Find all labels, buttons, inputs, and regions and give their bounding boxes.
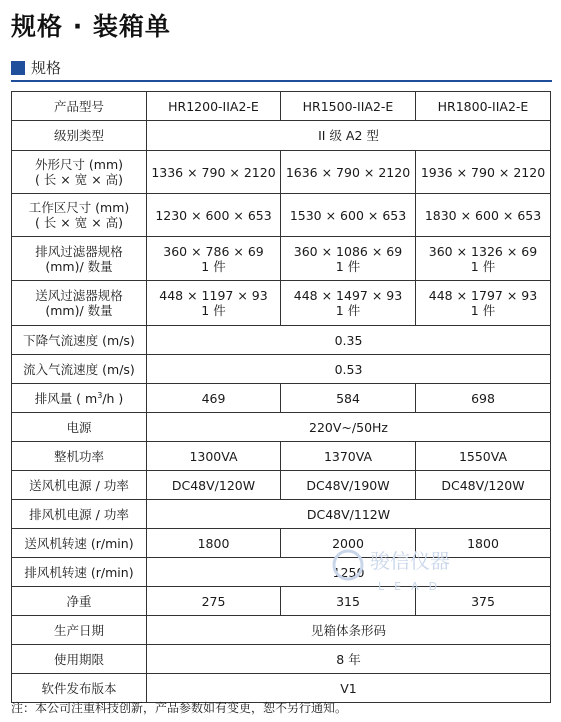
exhaust-filter-value	[416, 237, 551, 281]
row-label: 流入气流速度 (m/s)	[12, 355, 147, 384]
total-power-value: 1300VA	[147, 442, 281, 471]
supply-filter-value	[147, 281, 281, 326]
filter-qty: 1 件	[201, 303, 226, 318]
table-row-down-speed	[12, 326, 551, 355]
table-row-model	[12, 92, 551, 121]
row-label	[12, 281, 147, 326]
label-line: ( 长 × 宽 × 高)	[34, 172, 124, 187]
watermark-cn-text: 骏信仪器	[370, 549, 450, 573]
row-label: 生产日期	[12, 616, 147, 645]
section-marker	[11, 61, 25, 75]
section-title: 规格	[31, 59, 62, 77]
label-part: 排风量 ( m	[34, 390, 98, 406]
table-row-exhaust-filter	[12, 237, 551, 281]
exhaust-volume-value: 469	[147, 384, 281, 413]
footnote: 注：本公司注重科技创新，产品参数如有变更，恕不另行通知。	[11, 701, 348, 715]
row-label: 送风机转速 (r/min)	[12, 529, 147, 558]
power-source-value: 220V~/50Hz	[147, 413, 551, 442]
row-label: 软件发布版本	[12, 674, 147, 703]
filter-size: 448 × 1497 × 93	[293, 288, 403, 303]
spec-table	[11, 91, 551, 703]
page-title: 规格 · 装箱单	[11, 12, 171, 41]
total-power-value: 1370VA	[281, 442, 416, 471]
work-size-value: 1530 × 600 × 653	[281, 194, 416, 237]
supply-fan-speed-value: 1800	[147, 529, 281, 558]
supply-fan-speed-value: 2000	[281, 529, 416, 558]
filter-qty: 1 件	[335, 258, 361, 274]
outer-size-value: 1936 × 790 × 2120	[416, 151, 551, 194]
row-label: 产品型号	[12, 92, 147, 121]
production-date-value: 见箱体条形码	[147, 616, 551, 645]
supply-fan-speed-value: 1800	[416, 529, 551, 558]
filter-qty: 1 件	[201, 258, 226, 274]
table-row-exhaust-fan-power	[12, 500, 551, 529]
net-weight-value: 275	[147, 587, 281, 616]
row-label	[12, 194, 147, 237]
table-row-supply-fan-speed	[12, 529, 551, 558]
outer-size-value: 1636 × 790 × 2120	[281, 151, 416, 194]
table-row-power-source	[12, 413, 551, 442]
software-version-value: V1	[147, 674, 551, 703]
class-value: II 级 A2 型	[147, 121, 551, 151]
label-line: ( 长 × 宽 × 高)	[34, 215, 124, 230]
supply-fan-power-value: DC48V/120W	[147, 471, 281, 500]
total-power-value: 1550VA	[416, 442, 551, 471]
filter-size: 448 × 1797 × 93	[428, 288, 538, 303]
table-row-in-speed	[12, 355, 551, 384]
row-label: 整机功率	[12, 442, 147, 471]
net-weight-value: 315	[281, 587, 416, 616]
label-line: (mm)/ 数量	[45, 303, 113, 318]
model-name: HR1500-IIA2-E	[281, 92, 416, 121]
exhaust-fan-power-value: DC48V/112W	[147, 500, 551, 529]
label-line: (mm)/ 数量	[45, 258, 113, 274]
supply-fan-power-value: DC48V/120W	[416, 471, 551, 500]
label-line: 工作区尺寸 (mm)	[28, 200, 130, 215]
exhaust-fan-speed-value: 1250	[147, 558, 551, 587]
supply-fan-power-value: DC48V/190W	[281, 471, 416, 500]
watermark-en-text: LEAD	[378, 580, 448, 593]
supply-filter-value	[416, 281, 551, 326]
table-row-work-size	[12, 194, 551, 237]
down-speed-value: 0.35	[147, 326, 551, 355]
model-name: HR1200-IIA2-E	[147, 92, 281, 121]
row-label: 排风机电源 / 功率	[12, 500, 147, 529]
row-label	[12, 151, 147, 194]
outer-size-value: 1336 × 790 × 2120	[147, 151, 281, 194]
row-label: 下降气流速度 (m/s)	[12, 326, 147, 355]
label-line: 外形尺寸 (mm)	[34, 157, 124, 172]
exhaust-filter-value	[281, 237, 416, 281]
row-label: 级别类型	[12, 121, 147, 151]
supply-filter-value	[281, 281, 416, 326]
filter-qty: 1 件	[335, 303, 361, 318]
row-label	[12, 237, 147, 281]
exhaust-volume-value: 584	[281, 384, 416, 413]
label-line: 排风过滤器规格	[35, 243, 123, 259]
exhaust-volume-value: 698	[416, 384, 551, 413]
row-label: 净重	[12, 587, 147, 616]
work-size-value: 1830 × 600 × 653	[416, 194, 551, 237]
section-rule	[11, 80, 552, 82]
label-part: /h )	[102, 390, 124, 406]
filter-qty: 1 件	[470, 258, 496, 274]
row-label: 排风机转速 (r/min)	[12, 558, 147, 587]
table-row-production-date	[12, 616, 551, 645]
filter-size: 360 × 786 × 69	[163, 243, 264, 259]
row-label: 电源	[12, 413, 147, 442]
table-row-service-life	[12, 645, 551, 674]
net-weight-value: 375	[416, 587, 551, 616]
row-label: 使用期限	[12, 645, 147, 674]
in-speed-value: 0.53	[147, 355, 551, 384]
model-name: HR1800-IIA2-E	[416, 92, 551, 121]
filter-size: 448 × 1197 × 93	[159, 288, 268, 303]
filter-size: 360 × 1086 × 69	[293, 243, 403, 259]
table-row-supply-fan-power	[12, 471, 551, 500]
row-label	[12, 384, 147, 413]
table-row-supply-filter	[12, 281, 551, 326]
filter-qty: 1 件	[470, 303, 496, 318]
exhaust-filter-value	[147, 237, 281, 281]
filter-size: 360 × 1326 × 69	[428, 243, 538, 259]
row-label: 送风机电源 / 功率	[12, 471, 147, 500]
label-line: 送风过滤器规格	[35, 288, 123, 303]
table-row-exhaust-volume	[12, 384, 551, 413]
service-life-value: 8 年	[147, 645, 551, 674]
table-row-outer-size	[12, 151, 551, 194]
section-header	[11, 56, 552, 84]
table-row-net-weight	[12, 587, 551, 616]
table-row-total-power	[12, 442, 551, 471]
table-row-class	[12, 121, 551, 151]
work-size-value: 1230 × 600 × 653	[147, 194, 281, 237]
table-row-exhaust-fan-speed	[12, 558, 551, 587]
label-superscript: 3	[97, 390, 103, 400]
